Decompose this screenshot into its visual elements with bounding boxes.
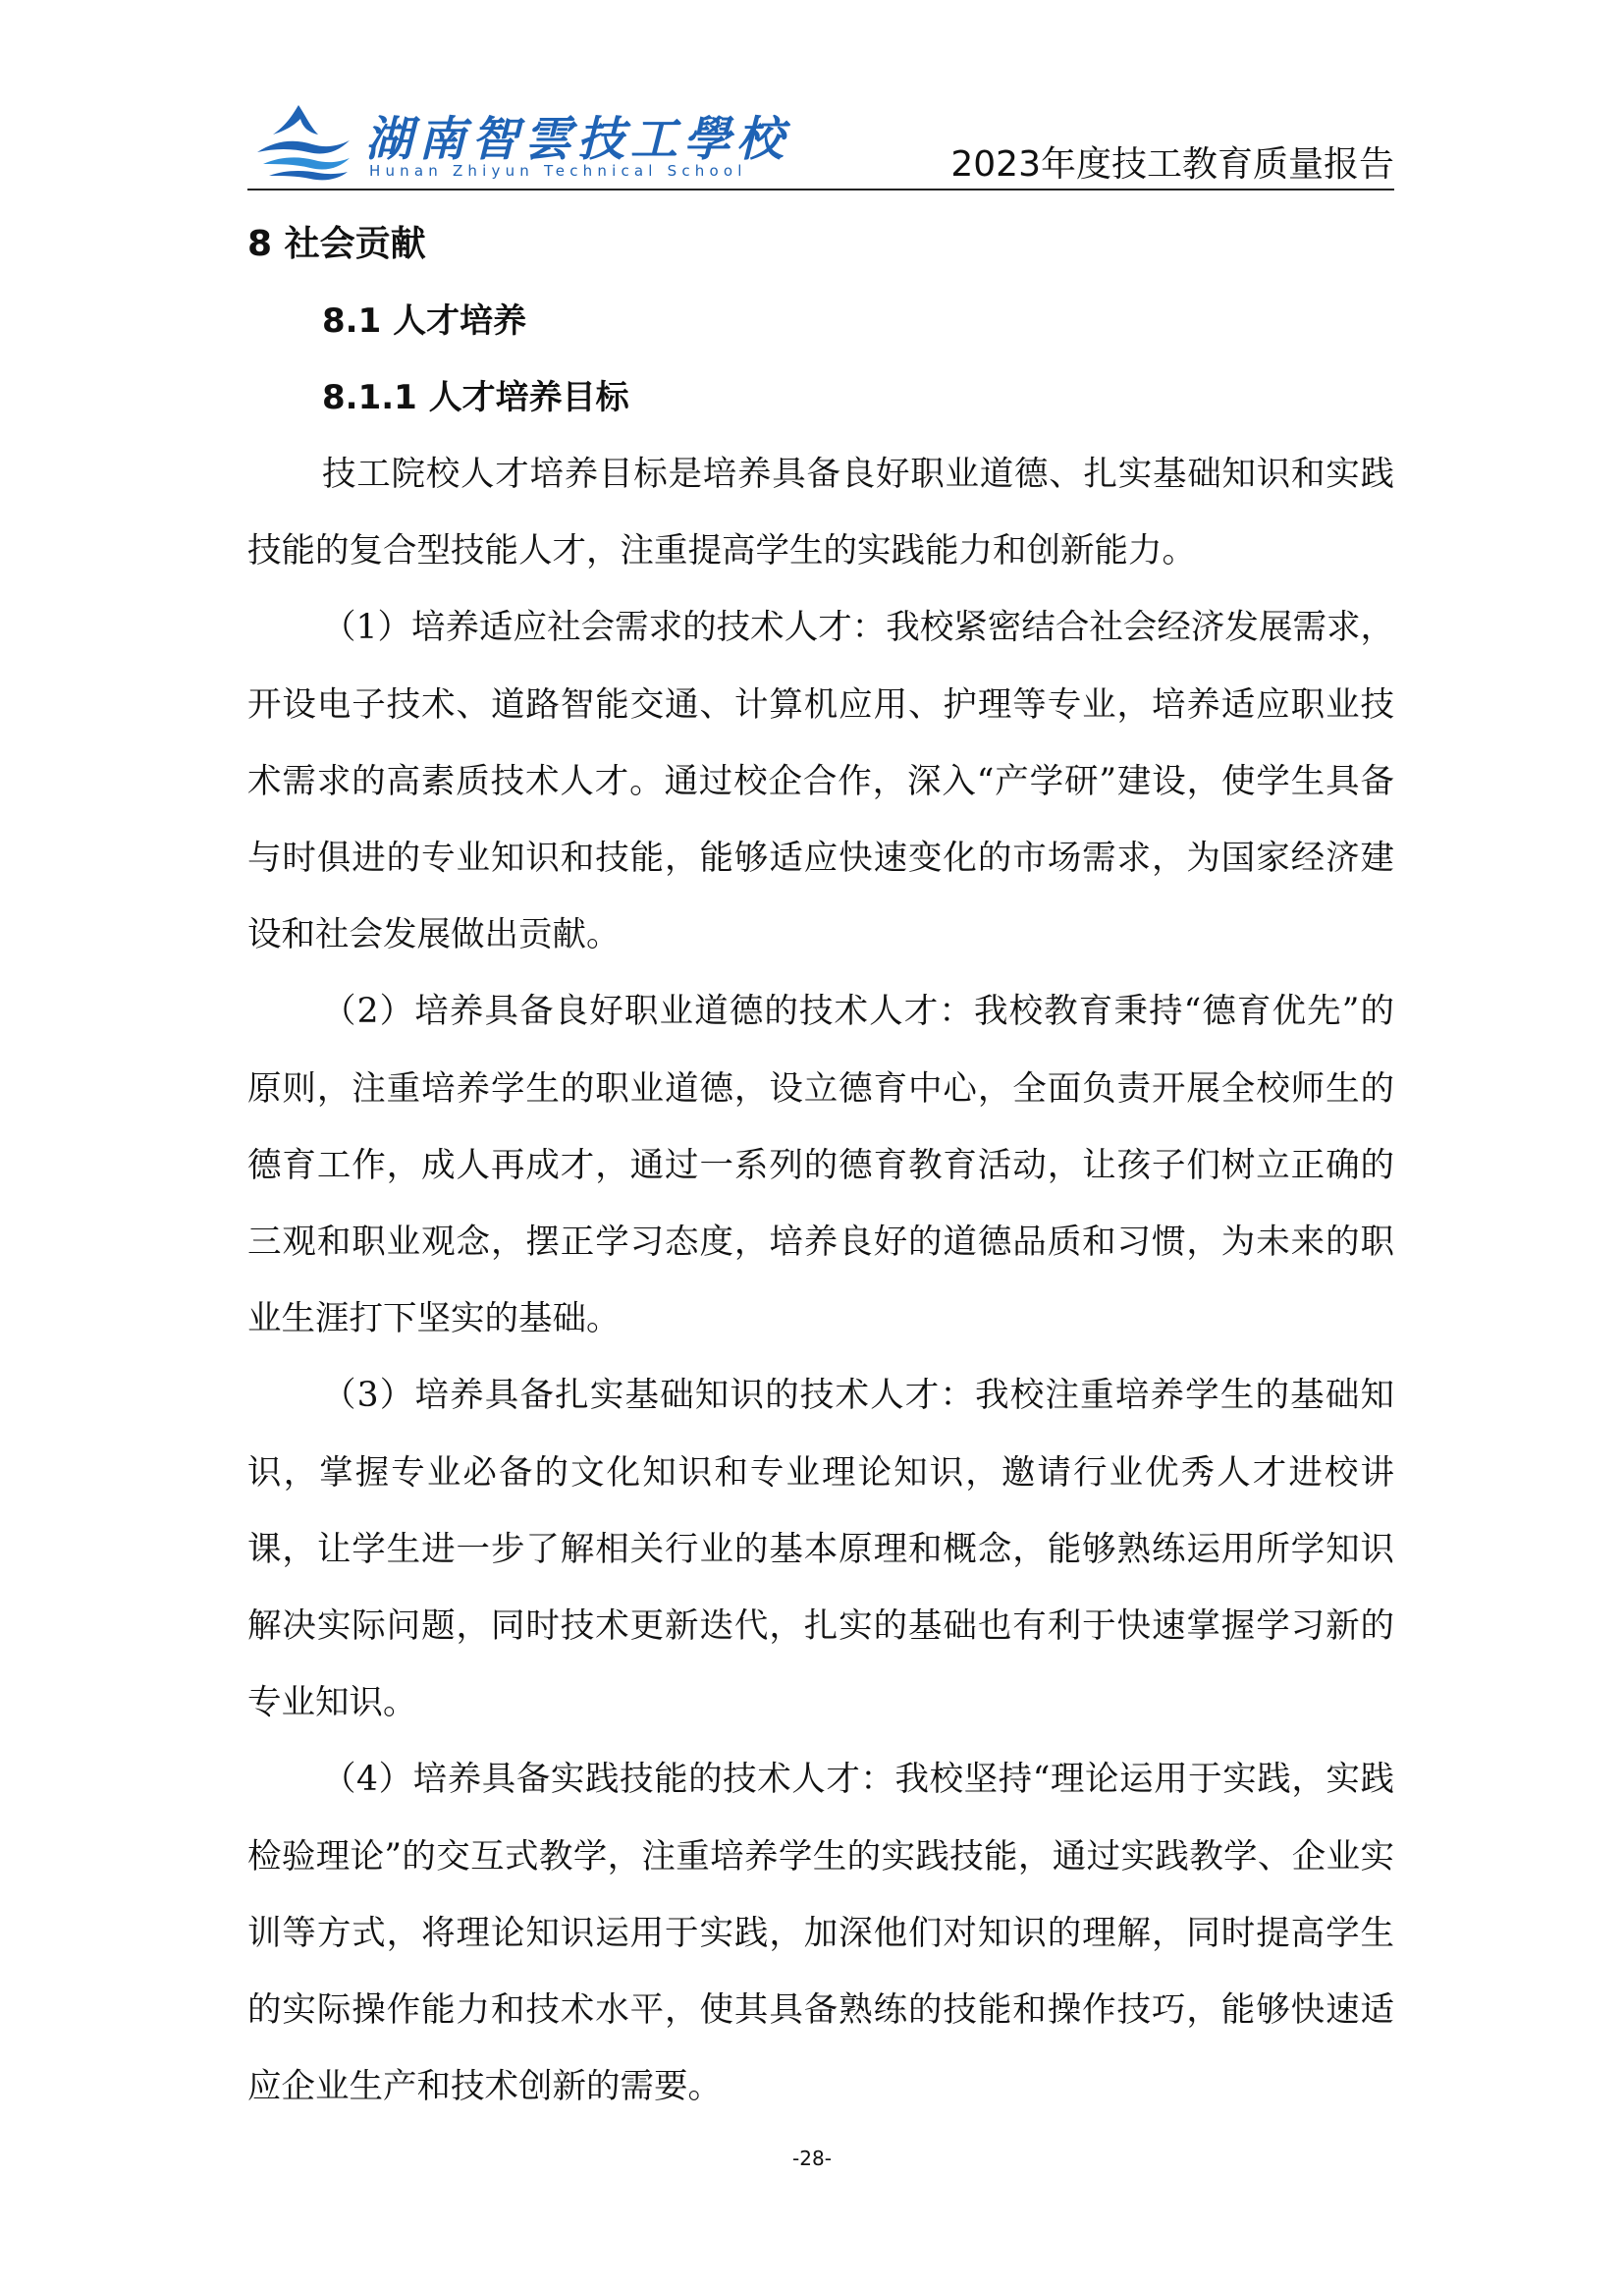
section-heading: 8 社会贡献: [247, 224, 426, 264]
paragraph-intro: 技工院校人才培养目标是培养具备良好职业道德、扎实基础知识和实践技能的复合型技能人才，注重提高学生的实践能力和创新能力。: [247, 455, 1394, 571]
report-title: 2023年度技工教育质量报告: [950, 144, 1394, 185]
page-number: -28-: [792, 2147, 832, 2170]
logo-english-name: Hunan Zhiyun Technical School: [369, 162, 747, 180]
page-body: [247, 206, 1394, 2125]
school-logo: [247, 93, 790, 190]
logo-chinese-name: 湖南智雲技工學校: [365, 112, 790, 167]
subsection-heading: 8.1 人才培养: [322, 301, 527, 341]
wave-logo-icon: [253, 101, 353, 182]
paragraph-item-1: （1）培养适应社会需求的技术人才：我校紧密结合社会经济发展需求，开设电子技术、道路智能交通、计算机应用、护理等专业，培养适应职业技术需求的高素质技术人才。通过校企合作，深入“产学研”建设，使学生具备与时俱进的专业知识和技能，能够适应快速变化的市场需求，为国家经济建设和社会发展做出贡献。: [247, 608, 1394, 955]
paragraph-item-2: （2）培养具备良好职业道德的技术人才：我校教育秉持“德育优先”的原则，注重培养学生的职业道德，设立德育中心，全面负责开展全校师生的德育工作，成人再成才，通过一系列的德育教育活动，让孩子们树立正确的三观和职业观念，摆正学习态度，培养良好的道德品质和习惯，为未来的职业生涯打下坚实的基础。: [247, 992, 1394, 1339]
subsubsection-heading: 8.1.1 人才培养目标: [322, 378, 629, 417]
paragraph-item-3: （3）培养具备扎实基础知识的技术人才：我校注重培养学生的基础知识，掌握专业必备的文化知识和专业理论知识，邀请行业优秀人才进校讲课，让学生进一步了解相关行业的基本原理和概念，能够熟练运用所学知识解决实际问题，同时技术更新迭代，扎实的基础也有利于快速掌握学习新的专业知识。: [247, 1376, 1394, 1723]
header-divider: [247, 189, 1394, 190]
paragraph-item-4: （4）培养具备实践技能的技术人才：我校坚持“理论运用于实践，实践检验理论”的交互式教学，注重培养学生的实践技能，通过实践教学、企业实训等方式，将理论知识运用于实践，加深他们对知识的理解，同时提高学生的实际操作能力和技术水平，使其具备熟练的技能和操作技巧，能够快速适应企业生产和技术创新的需要。: [247, 1760, 1394, 2107]
page-header: [247, 93, 1394, 190]
